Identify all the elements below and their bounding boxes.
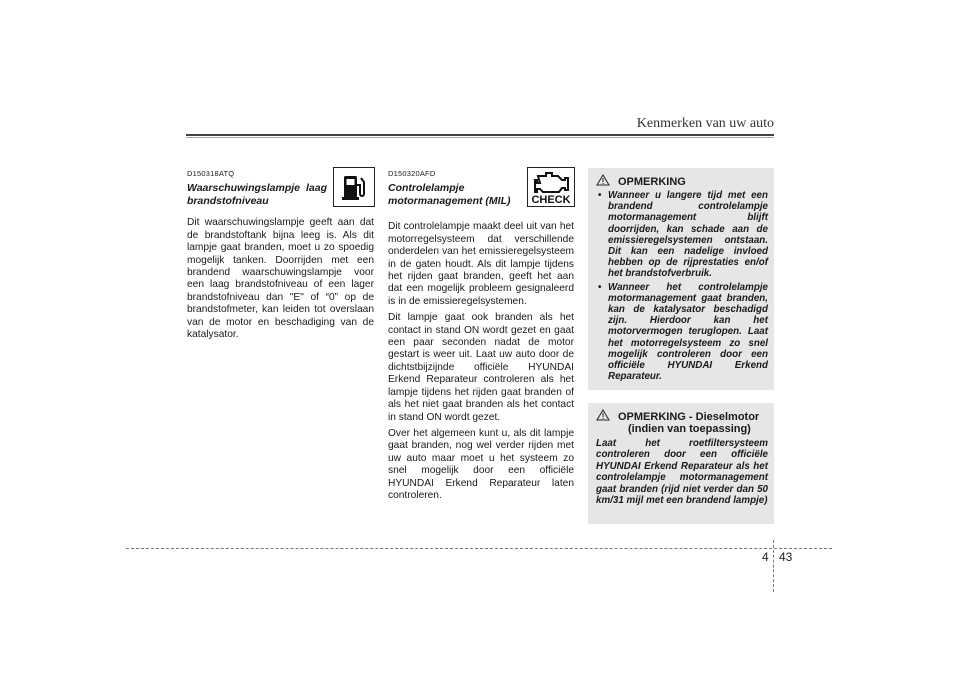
section-code: D150320AFD [388,169,436,178]
note-title [596,409,768,435]
note-list [596,190,768,382]
paragraph: Dit lampje gaat ook branden als het contact in stand ON wordt gezet en gaat een paar seconden nadat de motor gestart is weer uit. Laat uw auto door de dichtstbijzijnde officiële HYUNDAI Erkend Reparateur controleren als het lampje tijdens het rijden gaat branden of als het niet gaat branden als het contact in stand ON wordt gezet. [388,312,574,423]
section-heading: Waarschuwingslampje laag brandstofniveau [187,182,327,207]
note-title: OPMERKING [596,174,768,188]
header-rule-thin [186,137,774,138]
middle-column [388,168,574,506]
note-subtitle-2: (indien van toepassing) [628,423,751,435]
paragraph: Over het algemeen kunt u, als dit lampje gaat branden, nog wel verder rijden met uw auto maar moet u het systeem zo snel mogelijk door een officiële HYUNDAI Erkend Reparateur laten controleren. [388,427,574,501]
note-box [588,168,774,390]
check-engine-icon [528,168,574,206]
note-body: Laat het roetfiltersysteem controleren door een officiële HYUNDAI Erkend Reparateur als het controlelampje motormanagement gaat branden (rijd niet verder dan 50 km/31 mijl met een brandend lampje) [596,438,768,507]
paragraph: Dit controlelampje maakt deel uit van het motorregelsysteem dat verschillende onderdelen van het emissieregelsysteem in de gaten houdt. Als dit lampje tijdens het rijden gaat branden, geeft het aan dat een mogelijk probleem gesignaleerd is in de emissieregelsystemen. [388,221,574,307]
section-heading: Controlelampje motormanagement (MIL) [388,182,511,207]
warning-triangle-icon [596,409,610,421]
header-rule [186,134,774,136]
fuel-pump-icon [334,168,374,206]
note-title-text: OPMERKING [618,411,686,423]
list-item: • Wanneer u langere tijd met een brandend controlelampje motormanagement blijft doorrijden, kan schade aan de emissieregelsystemen ontstaan. Dit kan een nadelige invloed hebben op de rijprestaties en/of het brandstofverbruik. [608,190,768,280]
warning-triangle-icon [596,174,610,186]
running-header: Kenmerken van uw auto [636,116,774,131]
note-subtitle: - Dieselmotor [688,411,760,423]
note-box-diesel [588,403,774,524]
list-item: • Wanneer het controlelampje motormanagement gaat branden, kan de katalysator beschadigd zijn. Hierdoor kan het motorvermogen teruglopen. Laat het motorregelsysteem zo snel mogelijk controleren door een officiële HYUNDAI Erkend Reparateur. [608,282,768,383]
footer-rule [126,548,832,549]
check-engine-icon-box [527,167,575,207]
check-label: CHECK [531,194,571,206]
section-body: Dit waarschuwingslampje geeft aan dat de brandstoftank bijna leeg is. Als dit lampje gaat branden, moet u zo spoedig mogelijk tanken. Doorrijden met een brandend waarschuwingslampje voor een laag brandstofniveau of een lager brandstofniveau dan "E" of “0” op de brandstofmeter, kan leiden tot overslaan van de motor en beschadiging van de katalysator. [187,217,374,341]
footer-divider [773,540,774,592]
fuel-warning-icon-box [333,167,375,207]
page-number: 43 [779,550,793,564]
section-code: D150318ATQ [187,169,235,178]
chapter-number: 4 [762,550,769,564]
